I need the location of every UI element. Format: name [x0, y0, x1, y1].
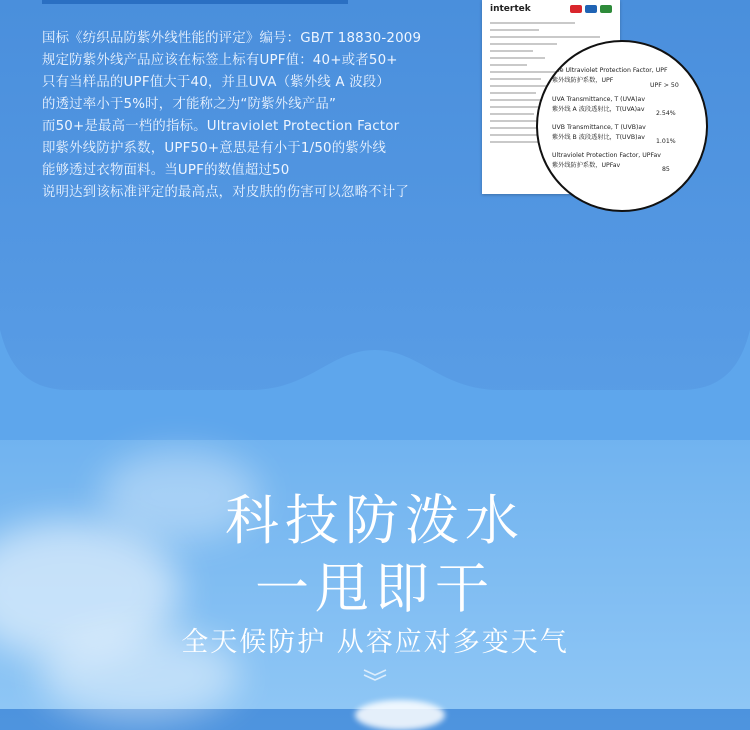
upf-label-en: The Ultraviolet Protection Factor, UPF [552, 67, 668, 74]
cma-mark-icon [570, 5, 582, 13]
description-line: 国标《纺织品防紫外线性能的评定》编号：GB/T 18830-2009 [42, 31, 422, 46]
upfav-label-cn: 紫外线防护系数，UPFav [552, 162, 621, 169]
upfav-label-en: Ultraviolet Protection Factor, UPFav [552, 152, 661, 159]
description-line: 即紫外线防护系数，UPF50+意思是有小于1/50的紫外线 [42, 141, 387, 156]
description-line: 说明达到该标准评定的最高点，对皮肤的伤害可以忽略不计了 [42, 185, 409, 200]
description-line: 只有当样品的UPF值大于40，并且UVA（紫外线 A 波段） [42, 75, 390, 90]
top-accent-bar [42, 0, 348, 4]
uva-value: 2.54% [656, 110, 676, 117]
intertek-logo: intertek [490, 4, 531, 14]
upf-label-cn: 紫外线防护系数，UPF [552, 77, 614, 84]
cnas-mark-icon [585, 5, 597, 13]
uva-label-en: UVA Transmittance, T (UVA)av [552, 96, 645, 103]
headline-subtitle: 全天候防护 从容应对多变天气 [181, 627, 569, 658]
description-line: 而50+是最高一档的指标。Ultraviolet Protection Factor [42, 119, 400, 134]
upfav-value: 85 [662, 166, 670, 173]
headline-line-1: 科技防泼水 [225, 489, 525, 552]
upf-value: UPF > 50 [650, 82, 679, 89]
wave-divider [0, 330, 750, 440]
uvb-label-cn: 紫外线 B 波段透射比，T(UVB)av [552, 134, 645, 141]
report-magnifier [536, 40, 708, 212]
description-line: 能够透过衣物面料。当UPF的数值超过50 [42, 163, 290, 178]
uvb-label-en: UVB Transmittance, T (UVB)av [552, 124, 646, 131]
bottom-highlight [355, 700, 445, 730]
description-line: 规定防紫外线产品应该在标签上标有UPF值：40+或者50+ [42, 53, 398, 68]
headline-line-2: 一甩即干 [255, 557, 495, 620]
chevron-down-double-icon [362, 668, 388, 682]
standard-description [42, 28, 462, 204]
description-line: 的透过率小于5%时，才能称之为“防紫外线产品” [42, 97, 337, 112]
certification-marks [570, 5, 612, 13]
ilac-mark-icon [600, 5, 612, 13]
uva-label-cn: 紫外线 A 波段透射比，T(UVA)av [552, 106, 645, 113]
uvb-value: 1.01% [656, 138, 676, 145]
